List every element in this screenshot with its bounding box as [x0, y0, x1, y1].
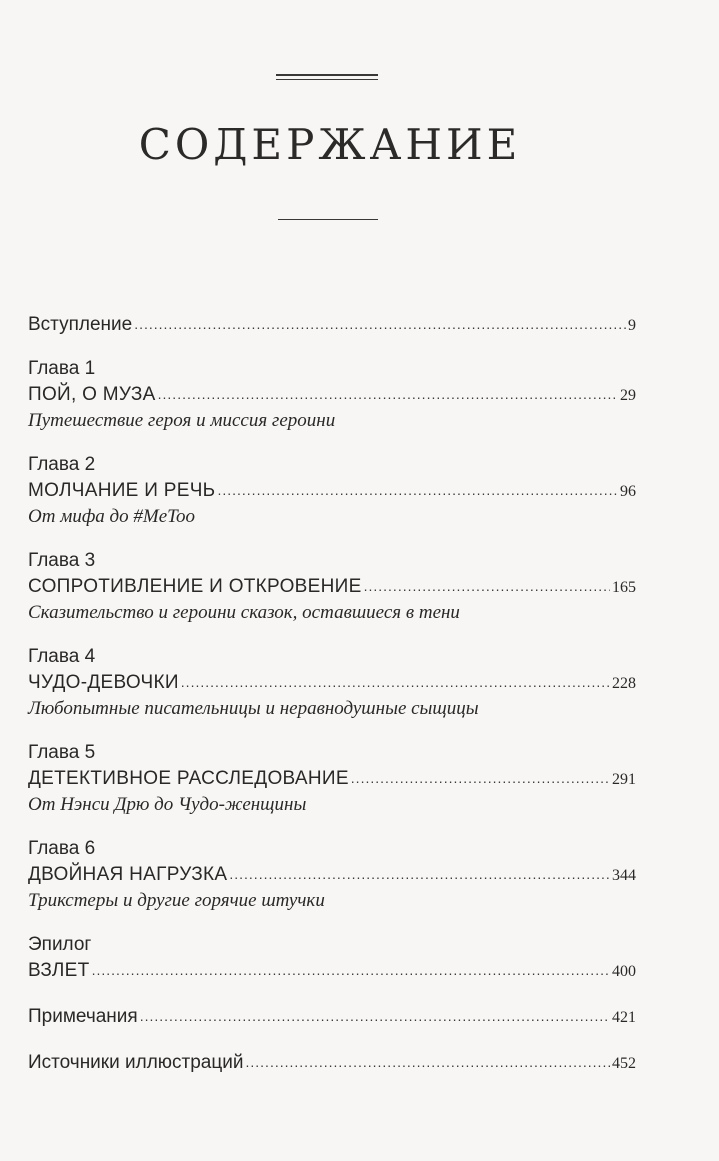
dot-leader [181, 669, 610, 695]
toc-entry-chapter-6 [28, 862, 636, 888]
dot-leader [158, 381, 618, 407]
toc-entry-label: ДЕТЕКТИВНОЕ РАССЛЕДОВАНИЕ [28, 768, 349, 789]
toc-page-number: 291 [612, 771, 636, 788]
toc-entry-intro [28, 312, 636, 338]
toc-page-number: 165 [612, 579, 636, 596]
toc-entry-label: ДВОЙНАЯ НАГРУЗКА [28, 864, 228, 885]
toc-entry-label: Примечания [28, 1006, 138, 1027]
chapter-subtitle: Любопытные писательницы и неравнодушные сыщицы [28, 698, 479, 719]
top-double-rule [276, 74, 378, 76]
chapter-number: Глава 2 [28, 454, 96, 475]
toc-entry-chapter-4 [28, 670, 636, 696]
toc-entry-label: ВЗЛЕТ [28, 960, 90, 981]
chapter-number: Глава 6 [28, 838, 96, 859]
dot-leader [351, 765, 610, 791]
chapter-subtitle: Трикстеры и другие горячие штучки [28, 890, 325, 911]
dot-leader [134, 311, 626, 337]
toc-entry-chapter-1 [28, 382, 636, 408]
toc-entry-label: ПОЙ, О МУЗА [28, 384, 156, 405]
dot-leader [217, 477, 618, 503]
toc-page-number: 96 [620, 483, 636, 500]
toc-entry-label: Источники иллюстраций [28, 1052, 244, 1073]
toc-entry-label: Вступление [28, 314, 133, 335]
dot-leader [246, 1049, 611, 1075]
toc-entry-notes [28, 1004, 636, 1030]
toc-entry-epilogue [28, 958, 636, 984]
title-underline-rule [278, 219, 378, 220]
toc-page-number: 29 [620, 387, 636, 404]
chapter-subtitle: Сказительство и героини сказок, оставшиеся в тени [28, 602, 460, 623]
toc-entry-label: МОЛЧАНИЕ И РЕЧЬ [28, 480, 216, 501]
toc-entry-chapter-2 [28, 478, 636, 504]
toc-entry-label: СОПРОТИВЛЕНИЕ И ОТКРОВЕНИЕ [28, 576, 362, 597]
chapter-subtitle: Путешествие героя и миссия героини [28, 410, 336, 431]
chapter-number: Глава 3 [28, 550, 96, 571]
table-of-contents [28, 312, 636, 1076]
toc-page-number: 421 [612, 1009, 636, 1026]
toc-page-number: 228 [612, 675, 636, 692]
toc-page-number: 400 [612, 963, 636, 980]
dot-leader [229, 861, 610, 887]
chapter-number: Глава 4 [28, 646, 96, 667]
chapter-number: Глава 1 [28, 358, 96, 379]
dot-leader [364, 573, 610, 599]
dot-leader [140, 1003, 610, 1029]
toc-page-number: 9 [628, 317, 636, 334]
dot-leader [92, 957, 610, 983]
chapter-subtitle: От Нэнси Дрю до Чудо-женщины [28, 794, 307, 815]
toc-page-number: 452 [612, 1055, 636, 1072]
toc-entry-chapter-5 [28, 766, 636, 792]
chapter-number: Глава 5 [28, 742, 96, 763]
toc-page-number: 344 [612, 867, 636, 884]
chapter-number: Эпилог [28, 934, 92, 955]
toc-entry-sources [28, 1050, 636, 1076]
page-title: СОДЕРЖАНИЕ [138, 120, 522, 169]
toc-entry-chapter-3 [28, 574, 636, 600]
chapter-subtitle: От мифа до #MeToo [28, 506, 196, 527]
toc-entry-label: ЧУДО-ДЕВОЧКИ [28, 672, 179, 693]
